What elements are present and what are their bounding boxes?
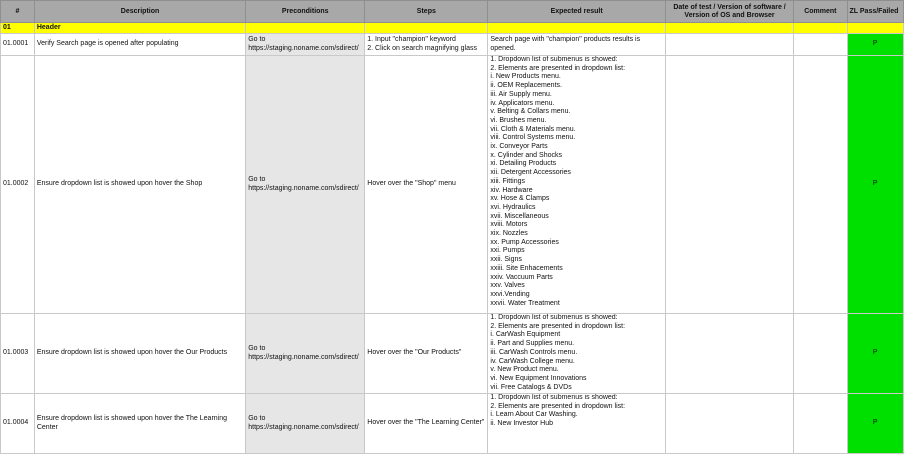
expected-line: i. CarWash Equipment bbox=[490, 331, 561, 339]
expected-line: opened. bbox=[490, 44, 516, 52]
description-cell[interactable]: Ensure dropdown list is showed upon hover the The Learning Center bbox=[34, 394, 245, 454]
header-row bbox=[1, 1, 904, 23]
expected-line: xvii. Miscellaneous bbox=[490, 212, 549, 220]
expected-line: xi. Detailing Products bbox=[490, 160, 557, 168]
pass-failed-cell[interactable]: P bbox=[847, 56, 903, 314]
expected-line: iv. CarWash College menu. bbox=[490, 357, 575, 365]
steps-cell[interactable] bbox=[365, 56, 488, 314]
col-header-pass-failed[interactable]: ZL Pass/Failed bbox=[847, 1, 903, 23]
expected-line: ii. Part and Supplies menu. bbox=[490, 340, 575, 348]
description-cell[interactable]: Ensure dropdown list is showed upon hover the Shop bbox=[34, 56, 245, 314]
steps-cell[interactable] bbox=[365, 34, 488, 56]
comment-cell[interactable] bbox=[794, 56, 847, 314]
table-row bbox=[1, 56, 904, 314]
expected-result-cell[interactable] bbox=[488, 394, 666, 454]
expected-line: x. Cylinder and Shocks bbox=[490, 151, 562, 159]
col-header-preconditions[interactable]: Preconditions bbox=[246, 1, 365, 23]
expected-line: xxvii. Water Treatment bbox=[490, 299, 560, 307]
date-version-cell[interactable] bbox=[665, 56, 793, 314]
section-row bbox=[1, 23, 904, 34]
expected-line: xv. Hose & Clamps bbox=[490, 195, 550, 203]
expected-result-cell[interactable] bbox=[488, 34, 666, 56]
section-cell[interactable] bbox=[488, 23, 666, 34]
expected-line: v. Belting & Collars menu. bbox=[490, 108, 571, 116]
expected-line: iii. Air Supply menu. bbox=[490, 90, 552, 98]
precondition-line: Go to bbox=[248, 344, 266, 352]
section-cell[interactable] bbox=[847, 23, 903, 34]
expected-line: xxi. Pumps bbox=[490, 247, 525, 255]
col-header-date-version[interactable]: Date of test / Version of software / Version of OS and Browser bbox=[665, 1, 793, 23]
test-id-cell[interactable]: 01.0001 bbox=[1, 34, 35, 56]
section-cell[interactable] bbox=[246, 23, 365, 34]
expected-line: vii. Cloth & Materials menu. bbox=[490, 125, 576, 133]
col-header-expected-result[interactable]: Expected result bbox=[488, 1, 666, 23]
step-line: Hover over the "Shop" menu bbox=[367, 180, 456, 188]
section-cell[interactable] bbox=[665, 23, 793, 34]
table-row bbox=[1, 394, 904, 454]
precondition-line: Go to bbox=[248, 35, 266, 43]
step-line: Hover over the "Our Products" bbox=[367, 349, 462, 357]
comment-cell[interactable] bbox=[794, 34, 847, 56]
expected-line: vi. Brushes menu. bbox=[490, 116, 547, 124]
section-cell[interactable] bbox=[794, 23, 847, 34]
expected-line: xvi. Hydraulics bbox=[490, 203, 536, 211]
expected-line: xiii. Fittings bbox=[490, 177, 526, 185]
preconditions-cell[interactable] bbox=[246, 314, 365, 394]
step-line: 2. Click on search magnifying glass bbox=[367, 44, 477, 52]
expected-line: i. New Products menu. bbox=[490, 73, 561, 81]
expected-line: viii. Control Systems menu. bbox=[490, 134, 576, 142]
expected-line: xxii. Signs bbox=[490, 256, 522, 264]
expected-line: vii. Free Catalogs & DVDs bbox=[490, 383, 572, 391]
test-id-cell[interactable]: 01.0003 bbox=[1, 314, 35, 394]
step-line: 1. Input "champion" keyword bbox=[367, 35, 456, 43]
expected-line: xxvi.Vending bbox=[490, 290, 530, 298]
section-cell[interactable] bbox=[365, 23, 488, 34]
comment-cell[interactable] bbox=[794, 314, 847, 394]
preconditions-cell[interactable] bbox=[246, 56, 365, 314]
preconditions-cell[interactable] bbox=[246, 394, 365, 454]
expected-line: xx. Pump Accessories bbox=[490, 238, 559, 246]
expected-line: 2. Elements are presented in dropdown list: bbox=[490, 64, 626, 72]
expected-line: Search page with "champion" products results is bbox=[490, 35, 641, 43]
table-row bbox=[1, 314, 904, 394]
expected-line: 1. Dropdown list of submenus is showed: bbox=[490, 394, 618, 401]
precondition-line: Go to bbox=[248, 414, 266, 422]
steps-cell[interactable] bbox=[365, 314, 488, 394]
expected-line: xiv. Hardware bbox=[490, 186, 533, 194]
preconditions-cell[interactable] bbox=[246, 34, 365, 56]
col-header-steps[interactable]: Steps bbox=[365, 1, 488, 23]
expected-line: xxv. Valves bbox=[490, 282, 525, 290]
expected-line: xix. Nozzles bbox=[490, 230, 528, 238]
precondition-line: https://staging.noname.com/sdirect/ bbox=[248, 44, 359, 52]
expected-line: ii. OEM Replacements. bbox=[490, 82, 562, 90]
test-id-cell[interactable]: 01.0004 bbox=[1, 394, 35, 454]
col-header-description[interactable]: Description bbox=[34, 1, 245, 23]
expected-line: ix. Conveyor Parts bbox=[490, 143, 548, 151]
precondition-line: https://staging.noname.com/sdirect/ bbox=[248, 353, 359, 361]
expected-line: iii. CarWash Controls menu. bbox=[490, 348, 578, 356]
expected-line: xviii. Motors bbox=[490, 221, 528, 229]
comment-cell[interactable] bbox=[794, 394, 847, 454]
col-header-comment[interactable]: Comment bbox=[794, 1, 847, 23]
pass-failed-cell[interactable]: P bbox=[847, 314, 903, 394]
expected-line: v. New Product menu. bbox=[490, 366, 559, 374]
expected-line: xxiv. Vaccuum Parts bbox=[490, 273, 553, 281]
pass-failed-cell[interactable]: P bbox=[847, 34, 903, 56]
steps-cell[interactable] bbox=[365, 394, 488, 454]
section-name[interactable]: Header bbox=[34, 23, 245, 34]
date-version-cell[interactable] bbox=[665, 394, 793, 454]
expected-line: ii. New Investor Hub bbox=[490, 420, 554, 428]
expected-line: 2. Elements are presented in dropdown list: bbox=[490, 322, 626, 330]
test-id-cell[interactable]: 01.0002 bbox=[1, 56, 35, 314]
date-version-cell[interactable] bbox=[665, 34, 793, 56]
precondition-line: Go to bbox=[248, 175, 266, 183]
expected-line: 1. Dropdown list of submenus is showed: bbox=[490, 314, 618, 321]
expected-line: i. Learn About Car Washing. bbox=[490, 411, 578, 419]
expected-line: 2. Elements are presented in dropdown list: bbox=[490, 402, 626, 410]
description-cell[interactable]: Verify Search page is opened after populating bbox=[34, 34, 245, 56]
table-row bbox=[1, 34, 904, 56]
expected-line: iv. Applicators menu. bbox=[490, 99, 555, 107]
date-version-cell[interactable] bbox=[665, 314, 793, 394]
expected-result-cell[interactable] bbox=[488, 56, 666, 314]
expected-line: xxiii. Site Enhacements bbox=[490, 264, 563, 272]
precondition-line: https://staging.noname.com/sdirect/ bbox=[248, 184, 359, 192]
col-header-number[interactable]: # bbox=[1, 1, 35, 23]
step-line: Hover over the "The Learning Center" bbox=[367, 419, 485, 427]
precondition-line: https://staging.noname.com/sdirect/ bbox=[248, 423, 359, 431]
description-cell[interactable]: Ensure dropdown list is showed upon hover the Our Products bbox=[34, 314, 245, 394]
expected-line: xii. Detergent Accessories bbox=[490, 169, 571, 177]
section-id[interactable]: 01 bbox=[1, 23, 35, 34]
pass-failed-cell[interactable]: P bbox=[847, 394, 903, 454]
expected-result-cell[interactable] bbox=[488, 314, 666, 394]
expected-line: 1. Dropdown list of submenus is showed: bbox=[490, 56, 618, 63]
expected-line: vi. New Equipment Innovations bbox=[490, 374, 587, 382]
